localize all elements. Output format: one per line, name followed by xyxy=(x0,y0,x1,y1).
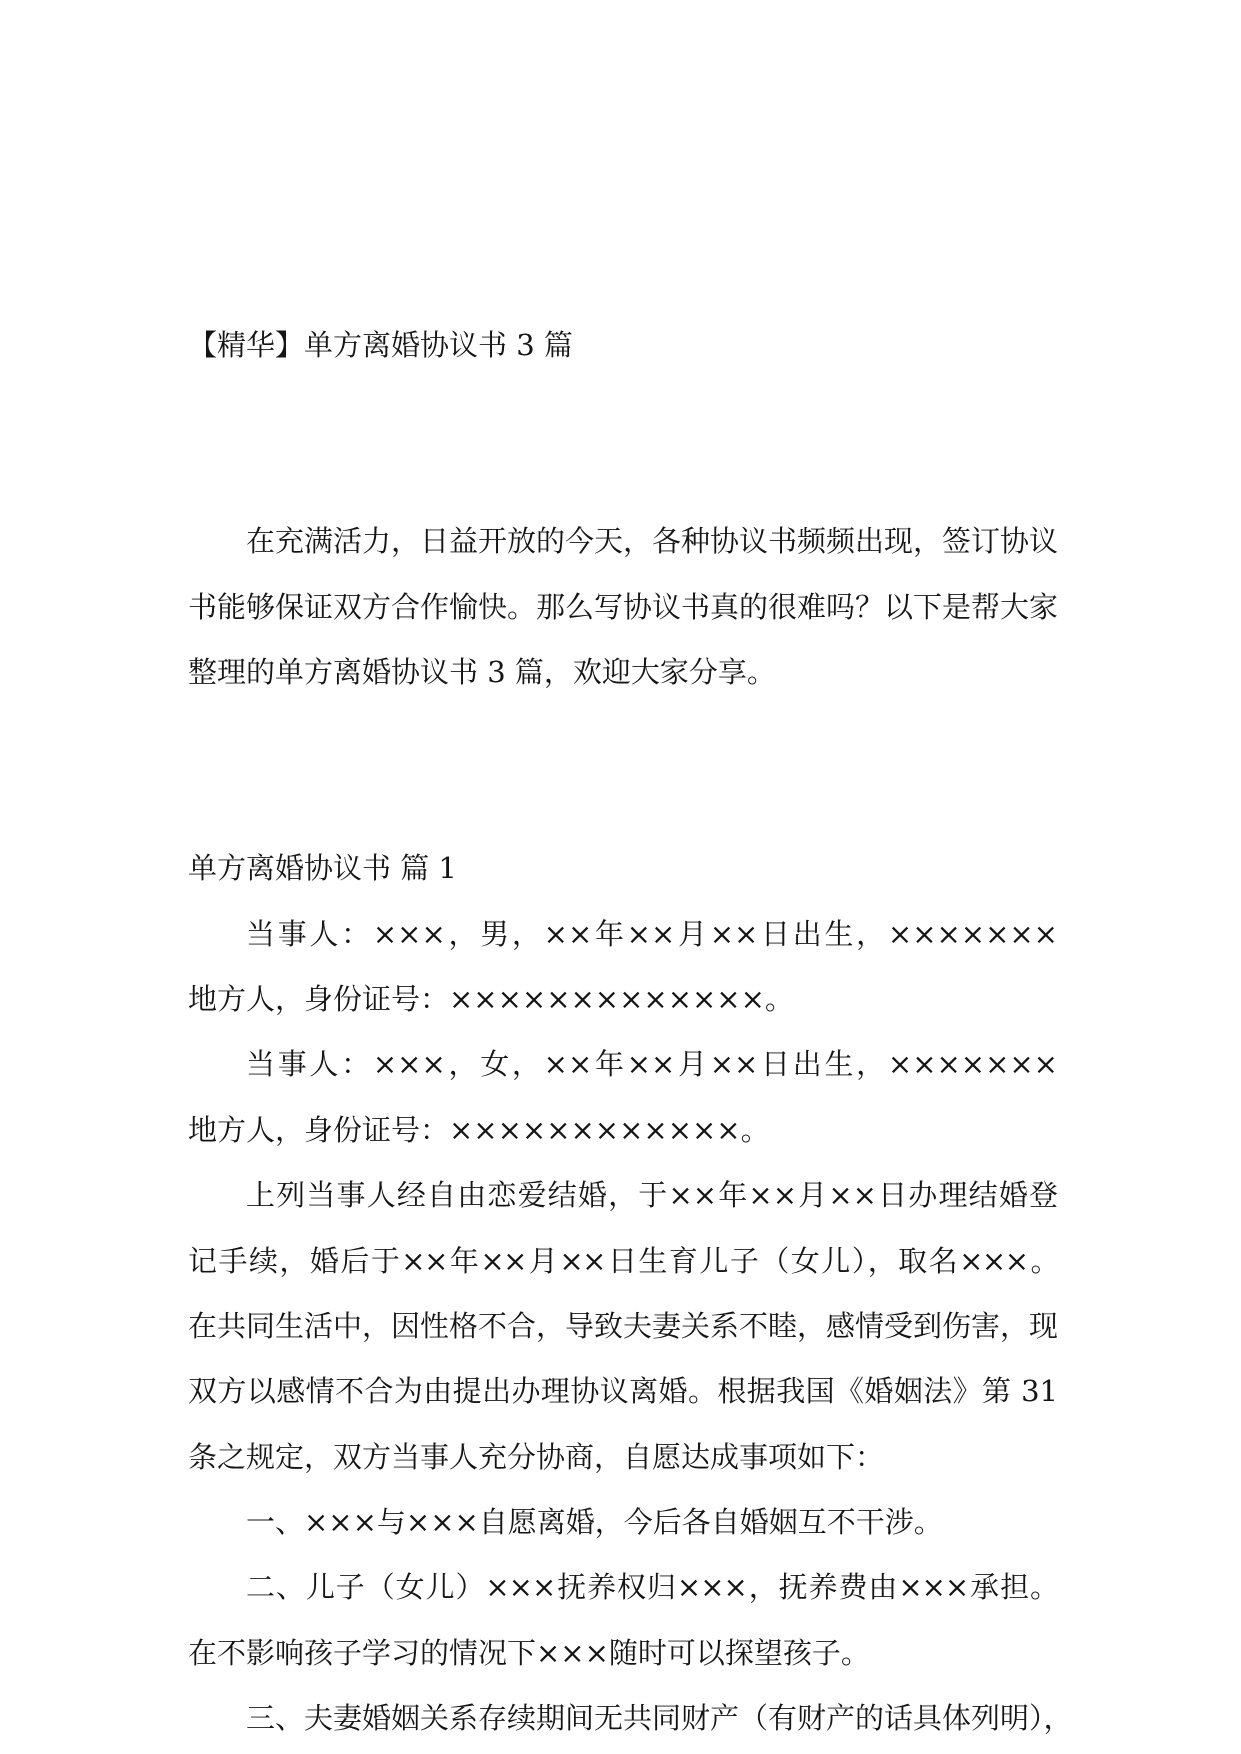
body-line: 记手续，婚后于××年××月××日生育儿子（女儿），取名×××。 xyxy=(188,1243,1058,1278)
document-body xyxy=(188,313,1073,1752)
intro-line: 在充满活力，日益开放的今天，各种协议书频频出现，签订协议 xyxy=(246,524,1059,559)
body-line: 当事人：×××，女，××年××月××日出生，××××××× xyxy=(246,1047,1058,1082)
body-line: 地方人，身份证号：××××××××××××。 xyxy=(188,1112,770,1147)
body-line: 当事人：×××，男，××年××月××日出生，××××××× xyxy=(246,916,1058,951)
intro-line: 书能够保证双方合作愉快。那么写协议书真的很难吗？以下是帮大家 xyxy=(188,589,1059,624)
body-line: 三、夫妻婚姻关系存续期间无共同财产（有财产的话具体列明）， xyxy=(246,1701,1073,1736)
body-line: 在共同生活中，因性格不合，导致夫妻关系不睦，感情受到伤害，现 xyxy=(188,1308,1059,1343)
section-heading: 单方离婚协议书 篇 1 xyxy=(188,851,457,886)
document-title: 【精华】单方离婚协议书 3 篇 xyxy=(188,328,573,362)
body-line: 一、×××与×××自愿离婚，今后各自婚姻互不干涉。 xyxy=(246,1505,943,1540)
body-line: 双方以感情不合为由提出办理协议离婚。根据我国《婚姻法》第 31 xyxy=(188,1374,1058,1409)
body-line: 地方人，身份证号：×××××××××××××。 xyxy=(188,981,794,1016)
body-line: 条之规定，双方当事人充分协商，自愿达成事项如下： xyxy=(188,1439,885,1474)
body-line: 在不影响孩子学习的情况下×××随时可以探望孩子。 xyxy=(188,1635,870,1670)
intro-line: 整理的单方离婚协议书 3 篇，欢迎大家分享。 xyxy=(188,654,776,689)
body-line: 二、儿子（女儿）×××抚养权归×××，抚养费由×××承担。 xyxy=(246,1570,1058,1605)
body-line: 上列当事人经自由恋爱结婚，于××年××月××日办理结婚登 xyxy=(246,1178,1058,1213)
